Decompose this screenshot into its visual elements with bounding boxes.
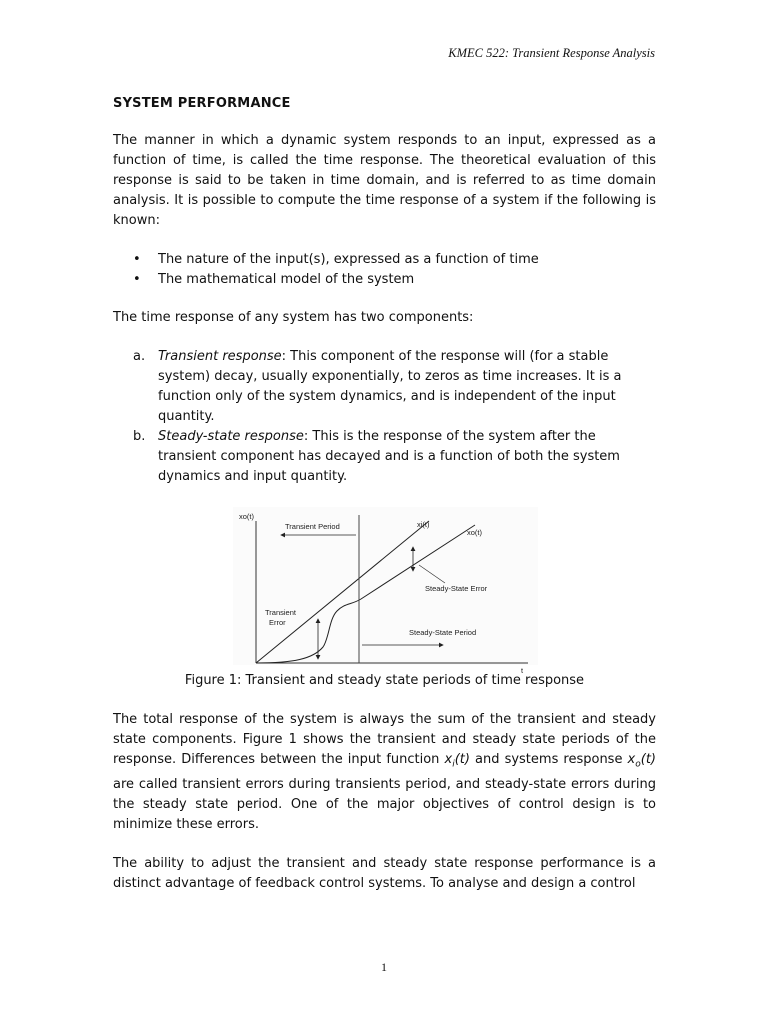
xo-symbol	[627, 752, 656, 770]
paragraph-text: The total response of the system is always the sum of the transient and steady state components. Figure 1 shows the transient and steady state periods of the response. Differences between the input function	[113, 712, 656, 767]
transient-error-label-line1: Transient	[265, 608, 296, 617]
components-intro: The time response of any system has two components:	[113, 310, 474, 325]
paragraph-text: are called transient errors during transients period, and steady-state errors during the steady state period. One of the major objectives of control design is to minimize these errors.	[113, 776, 656, 832]
final-paragraph: The ability to adjust the transient and steady state response performance is a distinct advantage of feedback control systems. To analyse and design a control	[113, 855, 656, 891]
component-item-steady-state	[113, 427, 656, 487]
figure-caption: Figure 1: Transient and steady state periods of time response	[184, 673, 585, 688]
component-item-transient	[113, 347, 656, 427]
xo-argument: (t)	[640, 752, 656, 767]
page-number: 1	[381, 960, 387, 974]
item-letter: a.	[133, 349, 146, 364]
item-term: Steady-state response	[158, 429, 304, 444]
xo-subscript: o	[635, 759, 641, 770]
item-text: : This component of the response will (for a stable system) decay, usually exponentially, to zeros as time increases. It is a function only of the system dynamics, and is independent of the input quantity.	[158, 349, 622, 424]
total-response-paragraph	[113, 710, 656, 835]
item-term: Transient response	[158, 349, 282, 364]
components-list	[113, 347, 656, 487]
transient-error-label-line2: Error	[269, 618, 286, 627]
xi-subscript: i	[452, 759, 455, 770]
input-curve-label: xi(t)	[417, 520, 430, 529]
page-content	[113, 94, 656, 913]
paragraph-text: and systems response	[469, 752, 628, 767]
xi-symbol	[444, 752, 470, 770]
time-response-plot	[233, 507, 538, 675]
item-letter: b.	[133, 429, 146, 444]
figure-1	[113, 507, 656, 675]
intro-paragraph: The manner in which a dynamic system responds to an input, expressed as a function of time, is called the time response. The theoretical evaluation of this response is said to be taken in time domain, and is referred to as time domain analysis. It is possible to compute the time response of a system if the following is known:	[113, 133, 656, 228]
xi-argument: (t)	[454, 752, 470, 767]
item-text: : This is the response of the system after the transient component has decayed and is a function of both the system dynamics and input quantity.	[158, 429, 620, 484]
section-title: SYSTEM PERFORMANCE	[113, 96, 291, 111]
steady-state-period-label: Steady-State Period	[409, 628, 477, 637]
bullet-item: • The mathematical model of the system	[113, 270, 656, 290]
figure-background	[233, 507, 538, 665]
steady-state-error-label: Steady-State Error	[425, 584, 488, 593]
output-curve-label: xo(t)	[467, 528, 482, 537]
xi-main: x	[444, 752, 453, 767]
y-axis-label: xo(t)	[239, 512, 254, 521]
xo-main: x	[627, 752, 636, 767]
bullet-list	[113, 250, 656, 290]
bullet-item: • The nature of the input(s), expressed as a function of time	[113, 250, 656, 270]
transient-period-label: Transient Period	[285, 522, 340, 531]
x-axis-label: t	[521, 666, 524, 675]
running-header: KMEC 522: Transient Response Analysis	[448, 46, 655, 60]
